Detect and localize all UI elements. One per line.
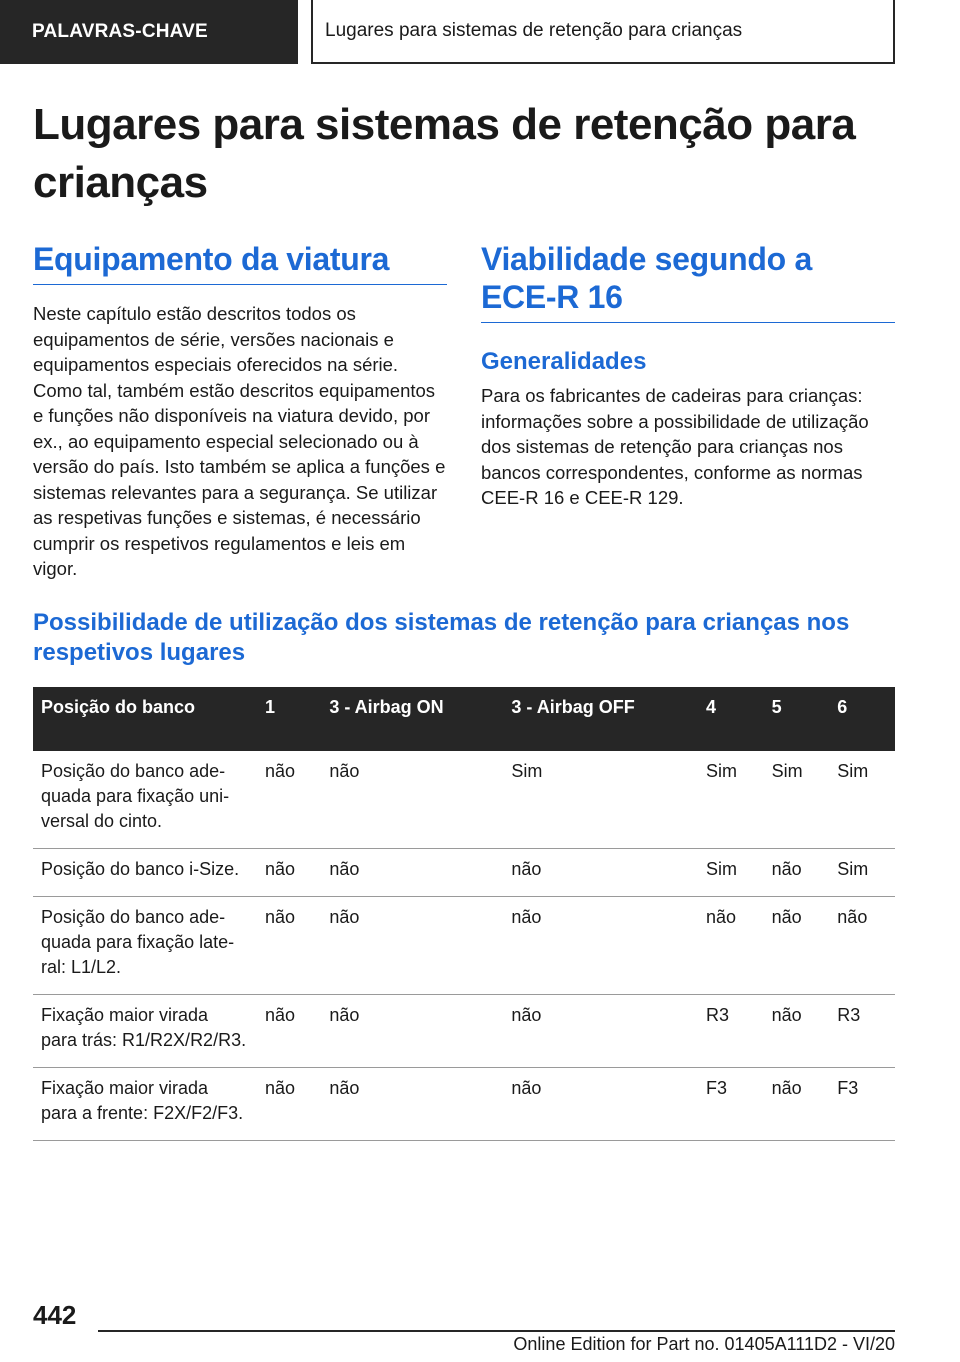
general-subheading: Generalidades [481, 348, 647, 375]
table-cell: não [503, 849, 698, 897]
edition-note: Online Edition for Part no. 01405A111D2 - VI/20 [513, 1334, 895, 1354]
table-cell: não [503, 995, 698, 1068]
keywords-tab[interactable]: PALAVRAS-CHAVE [0, 0, 298, 64]
table-cell: não [257, 751, 321, 849]
table-cell: F3 [698, 1068, 764, 1141]
table-cell: Posição do banco i-Size. [33, 849, 257, 897]
table-row [33, 1068, 895, 1141]
table-cell: R3 [698, 995, 764, 1068]
table-cell: não [764, 849, 830, 897]
table-cell: não [698, 897, 764, 995]
table-cell: não [503, 1068, 698, 1141]
table-row [33, 897, 895, 995]
table-header-row [33, 687, 895, 751]
table-cell: F3 [829, 1068, 895, 1141]
table-cell: não [764, 995, 830, 1068]
table-cell: Sim [698, 751, 764, 849]
ece-r16-heading: Viabilidade segundo a ECE-R 16 [481, 240, 895, 323]
table-cell: não [829, 897, 895, 995]
page-title: Lugares para sistemas de retenção para crianças [33, 100, 856, 207]
table-cell: não [321, 897, 503, 995]
table-cell: não [764, 1068, 830, 1141]
vehicle-equipment-heading: Equipamento da viatura [33, 240, 447, 285]
table-cell: não [321, 751, 503, 849]
table-cell: Sim [503, 751, 698, 849]
left-column [33, 240, 447, 582]
table-cell: não [257, 995, 321, 1068]
footer-divider [98, 1330, 895, 1332]
table-cell: Sim [829, 751, 895, 849]
page-number: 442 [33, 1300, 77, 1330]
seat-compatibility-table [33, 687, 895, 1141]
table-cell: não [503, 897, 698, 995]
header-seat-4: 4 [698, 687, 764, 751]
table-row [33, 995, 895, 1068]
table-cell: Posição do banco adequada para fixação lateral: L1/L2. [33, 897, 257, 995]
right-column [481, 240, 895, 511]
table-cell: Sim [698, 849, 764, 897]
header-seat-6: 6 [829, 687, 895, 751]
table-cell: não [257, 897, 321, 995]
table-cell: Fixação maior virada para trás: R1/R2X/R2/R3. [33, 995, 257, 1068]
header-seat-3-airbag-on: 3 - Airbag ON [321, 687, 503, 751]
table-cell: não [321, 1068, 503, 1141]
header-seat-1: 1 [257, 687, 321, 751]
table-cell: não [257, 1068, 321, 1141]
table-cell: R3 [829, 995, 895, 1068]
table-section-title: Possibilidade de utilização dos sistemas de retenção para crianças nos respetivos lugares [33, 609, 850, 666]
top-navigation-bar [0, 0, 960, 66]
table-cell: Sim [764, 751, 830, 849]
vehicle-equipment-body: Neste capítulo estão descritos todos os equipamentos de série, versões nacionais e equipamentos especiais oferecidos na série. Como tal, também estão descritos equipamentos e funções não disponíveis na viatura devido, por ex., ao equipamento especial selecionado ou à versão do país. Isto também se aplica a funções e sistemas relevantes para a segurança. Se utilizar as respetivas funções e sistemas, é necessário cumprir os respetivos regulamentos e leis em vigor. [33, 303, 446, 579]
header-seat-3-airbag-off: 3 - Airbag OFF [503, 687, 698, 751]
table-cell: Sim [829, 849, 895, 897]
header-seat-5: 5 [764, 687, 830, 751]
table-cell: não [321, 849, 503, 897]
table-cell: não [321, 995, 503, 1068]
table-row [33, 849, 895, 897]
header-seat-position: Posição do banco [33, 687, 257, 751]
table-cell: não [764, 897, 830, 995]
current-section-tab[interactable]: Lugares para sistemas de retenção para crianças [311, 0, 895, 64]
table-row [33, 751, 895, 849]
general-body: Para os fabricantes de cadeiras para crianças: informações sobre a possibilidade de utilização dos sistemas de retenção para crianças nos bancos correspondentes, conforme as normas CEE-R 16 e CEE-R 129. [481, 385, 869, 508]
table-cell: não [257, 849, 321, 897]
table-cell: Fixação maior virada para a frente: F2X/F2/F3. [33, 1068, 257, 1141]
table-cell: Posição do banco adequada para fixação universal do cinto. [33, 751, 257, 849]
